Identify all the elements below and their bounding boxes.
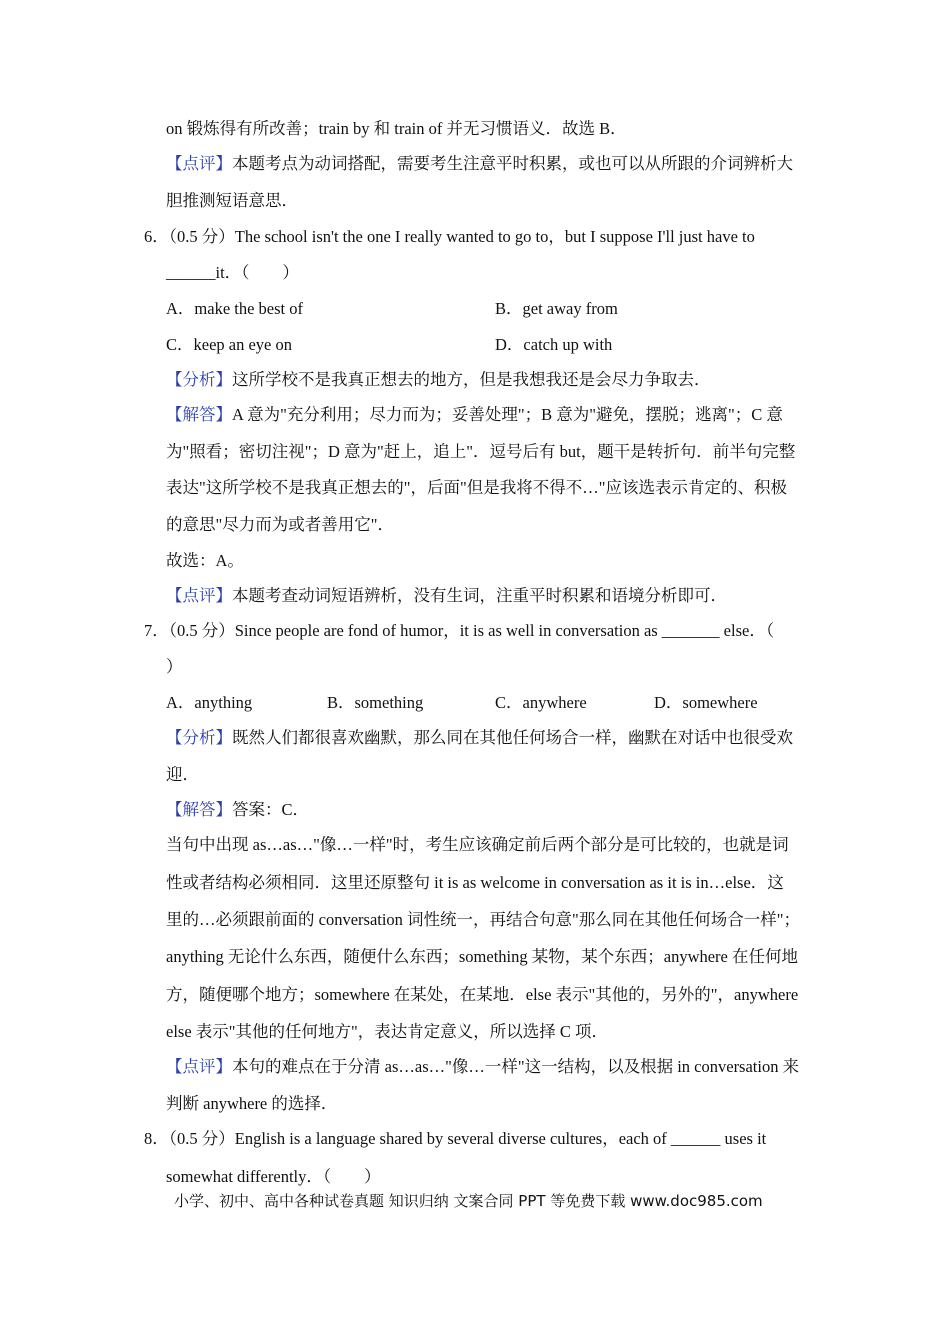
- page-footer: 小学、初中、高中各种试卷真题 知识归纳 文案合同 PPT 等免费下载 www.doc985.com: [174, 1192, 763, 1210]
- option-c: C．anywhere: [495, 693, 587, 712]
- text-line: 胆推测短语意思．: [166, 191, 298, 210]
- answer-line: 【解答】A 意为"充分利用；尽力而为；妥善处理"；B 意为"避免，摆脱；逃离"；C 意: [166, 405, 783, 424]
- analysis-line: 【分析】既然人们都很喜欢幽默，那么同在其他任何场合一样，幽默在对话中也很受欢: [166, 728, 793, 747]
- question-7-stem-cont: ）: [166, 657, 183, 676]
- analysis-line: 【分析】这所学校不是我真正想去的地方，但是我想我还是会尽力争取去．: [166, 370, 711, 389]
- text-line: 为"照看；密切注视"；D 意为"赶上，追上"．逗号后有 but，题干是转折句．前半句完整: [166, 442, 796, 461]
- answer-line: 【解答】答案：C．: [166, 800, 310, 819]
- option-c: C．keep an eye on: [166, 335, 292, 354]
- text-line: anything 无论什么东西，随便什么东西；something 某物，某个东西；anywhere 在任何地: [166, 947, 798, 966]
- option-a: A．make the best of: [166, 299, 304, 318]
- text-line: 迎．: [166, 765, 199, 784]
- text-line: 表达"这所学校不是我真正想去的"，后面"但是我将不得不…"应该选表示肯定的、积极: [166, 478, 787, 497]
- option-d: D．somewhere: [654, 693, 758, 712]
- text-line: 判断 anywhere 的选择．: [166, 1094, 338, 1113]
- question-8-stem: 8．（0.5 分）English is a language shared by several diverse cultures，each of ______ uses it: [144, 1129, 767, 1148]
- question-7-stem: 7．（0.5 分）Since people are fond of humor，it is as well in conversation as _______ else．（: [144, 621, 775, 640]
- review-line: 【点评】本题考点为动词搭配，需要考生注意平时积累，或也可以从所跟的介词辨析大: [166, 154, 793, 173]
- text-line: 里的…必须跟前面的 conversation 词性统一，再结合句意"那么同在其他任何场合一样"；: [166, 910, 801, 929]
- text-line: on 锻炼得有所改善；train by 和 train of 并无习惯语义．故选 B．: [166, 119, 627, 138]
- text-line: 方，随便哪个地方；somewhere 在某处，在某地．else 表示"其他的，另外的"，anywhere: [166, 985, 799, 1004]
- text-line: 的意思"尽力而为或者善用它"．: [166, 515, 394, 534]
- option-a: A．anything: [166, 693, 253, 712]
- text-line: 当句中出现 as…as…"像…一样"时，考生应该确定前后两个部分是可比较的，也就是词: [166, 835, 789, 854]
- review-tag: 【点评】: [166, 1057, 232, 1076]
- option-d: D．catch up with: [495, 335, 613, 354]
- question-8-stem-cont: somewhat differently．（ ）: [166, 1167, 381, 1186]
- text-line: else 表示"其他的任何地方"，表达肯定意义，所以选择 C 项．: [166, 1022, 609, 1041]
- review-tag: 【点评】: [166, 154, 232, 173]
- answer-tag: 【解答】: [166, 800, 232, 819]
- question-6-stem: 6．（0.5 分）The school isn't the one I really wanted to go to，but I suppose I'll just have to: [144, 227, 755, 246]
- answer-tag: 【解答】: [166, 405, 232, 424]
- text-line: 故选：A。: [166, 551, 244, 570]
- question-6-stem-cont: ______it．（ ）: [166, 263, 299, 282]
- text-line: 性或者结构必须相同．这里还原整句 it is as welcome in conversation as it is in…else．这: [166, 873, 784, 892]
- option-b: B．something: [327, 693, 424, 712]
- review-line: 【点评】本句的难点在于分清 as…as…"像…一样"这一结构，以及根据 in conversation 来: [166, 1057, 800, 1076]
- review-line: 【点评】本题考查动词短语辨析，没有生词，注重平时积累和语境分析即可．: [166, 586, 727, 605]
- analysis-tag: 【分析】: [166, 728, 232, 747]
- analysis-tag: 【分析】: [166, 370, 232, 389]
- review-tag: 【点评】: [166, 586, 232, 605]
- option-b: B．get away from: [495, 299, 618, 318]
